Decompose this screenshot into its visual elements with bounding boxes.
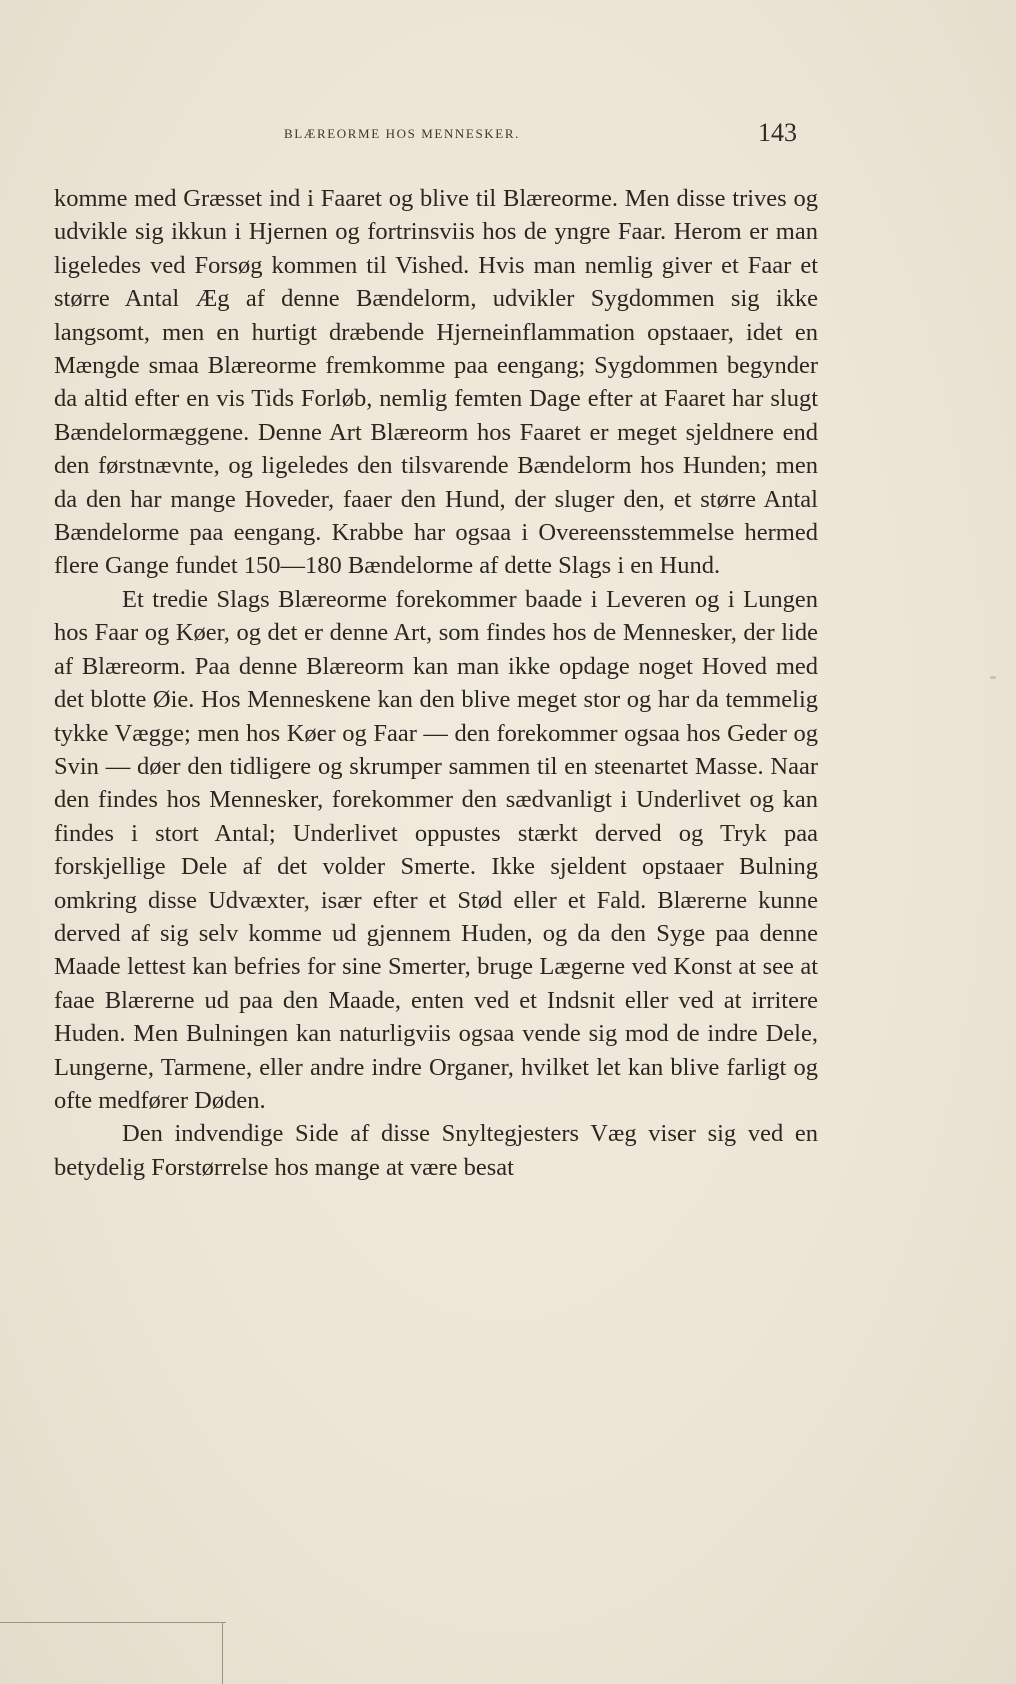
scan-edge-mark — [0, 1622, 226, 1623]
paper-speck — [990, 676, 996, 679]
page-number: 143 — [758, 118, 797, 147]
paragraph-1: komme med Græsset ind i Faaret og blive til Blæreorme. Men disse trives og udvikle sig ikkun i Hjernen og fortrinsviis hos de yngre Faar. Herom er man ligeledes ved Forsøg kommen til Vished. Hvis man nemlig giver et Faar et større Antal Æg af denne Bændelorm, udvikler Sygdommen sig ikke langsomt, men en hurtigt dræbende Hjerneinflammation opstaaer, idet en Mængde smaa Blæreorme fremkomme paa eengang; Sygdommen begynder da altid efter en vis Tids Forløb, nemlig femten Dage efter at Faaret har slugt Bændelormæggene. Denne Art Blæreorm hos Faaret er meget sjeldnere end den førstnævnte, og ligeledes den tilsvarende Bændelorm hos Hunden; men da den har mange Hoveder, faaer den Hund, der sluger den, et større Antal Bændelorme paa eengang. Krabbe har ogsaa i Overeensstemmelse hermed flere Gange fundet 150—180 Bændelorme af dette Slags i en Hund. — [54, 185, 818, 580]
scan-edge-mark-vertical — [222, 1622, 223, 1684]
paragraph-2: Et tredie Slags Blæreorme forekommer baade i Leveren og i Lungen hos Faar og Køer, og det er denne Art, som findes hos de Mennesker, der lide af Blæreorm. Paa denne Blæreorm kan man ikke opdage noget Hoved med det blotte Øie. Hos Menneskene kan den blive meget stor og har da temmelig tykke Vægge; men hos Køer og Faar — den forekommer ogsaa hos Geder og Svin — døer den tidligere og skrumper sammen til en steenartet Masse. Naar den findes hos Mennesker, forekommer den sædvanligt i Underlivet og kan findes i stort Antal; Underlivet oppustes stærkt derved og Tryk paa forskjellige Dele af det volder Smerte. Ikke sjeldent opstaaer Bulning omkring disse Udvæxter, især efter et Stød eller et Fald. Blærerne kunne derved af sig selv komme ud gjennem Huden, og da den Syge paa denne Maade lettest kan befries for sine Smerter, bruge Lægerne ved Konst at see at faae Blærerne ud paa den Maade, enten ved et Indsnit eller ved at irritere Huden. Men Bulningen kan naturligviis ogsaa vende sig mod de indre Dele, Lungerne, Tarmene, eller andre indre Organer, hvilket let kan blive farligt og ofte medfører Døden. — [54, 585, 818, 1114]
body-text — [54, 182, 818, 1184]
paragraph-3: Den indvendige Side af disse Snyltegjesters Væg viser sig ved en betydelig Forstørrelse hos mange at være besat — [54, 1120, 818, 1181]
running-title: BLÆREORME HOS MENNESKER. — [284, 126, 520, 141]
